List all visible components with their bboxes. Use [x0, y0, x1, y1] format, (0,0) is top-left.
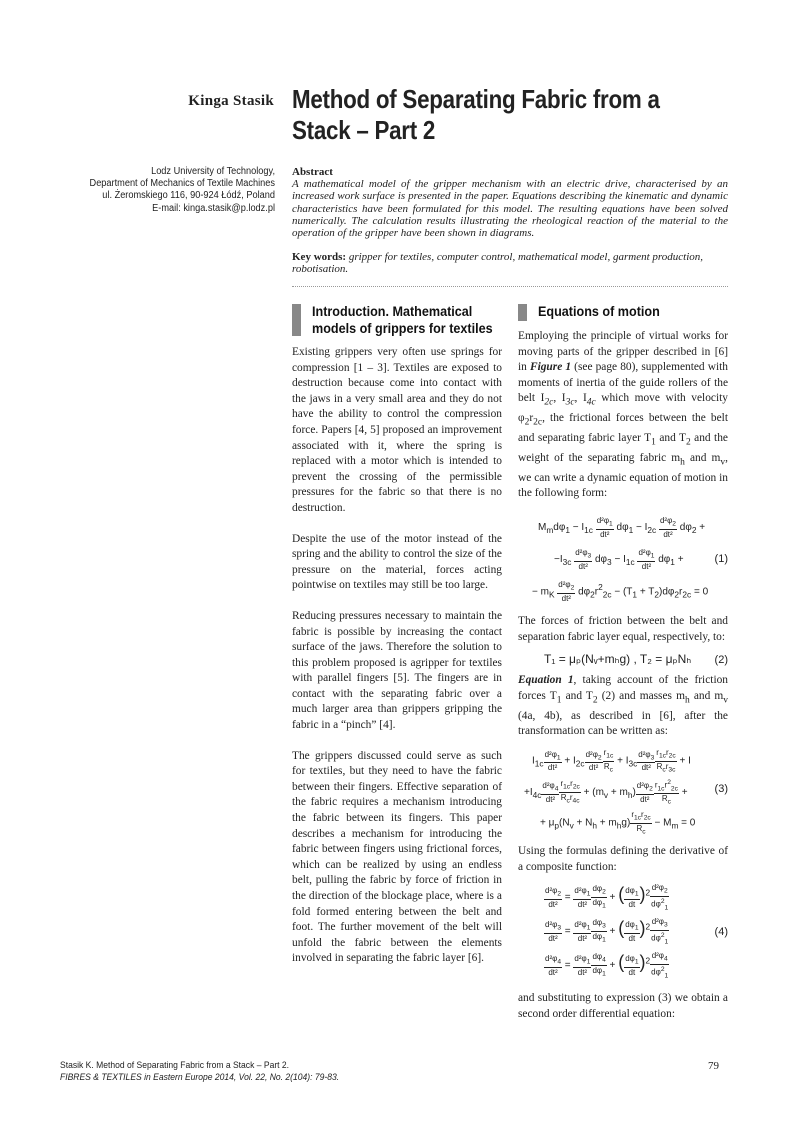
- paper-title: Method of Separating Fabric from a Stack – Part 2: [292, 84, 660, 145]
- equation-1: $M_md\varphi_1 - I_{1c}$ $\frac{d^2\varphi_1}{\text{dt²}}$ $d\varphi_1 - I_{2c}$ $\frac{d^2\varphi_2}{\text{dt²}}$ $d\varphi_2$ + $-I_{3c}$ $\frac{d^2\varphi_3}{\text{dt²}}$ $d\varphi_3 - I_{1c}$ $\frac{d^2\varphi_1}{\text{dt²}}$ $d\varphi_1$ + (1) − $m_K$ $\frac{d^2\varphi_2}{\text{dt²}}$ $d\varphi_2r^2_{2c} - (T_1 + T_2)d\varphi_2r_{2c} = 0$: [532, 516, 728, 604]
- equation-3: $I_{1c}$ $\frac{d^2\varphi_1}{\text{dt²}}$ + $I_{2c}$ $\frac{d^2\varphi_2}{\text{dt²}}$ $\frac{r_{1c}}{R_c}$ + $I_{3c}$ $\frac{d^2\varphi_3}{\text{dt²}}$ $\frac{r_{1c}r_{2c}}{R_cr_{3c}}$ + I $+I_{4c}$ $\frac{d^2\varphi_4}{\text{dt²}}$ $\frac{r_{1c}r_{2c}}{R_cr_{4c}}$ + $(m_v + m_h)$ $\frac{d^2\varphi_2}{\text{dt²}}$ $\frac{r_{1c}r^2_{2c}}{R_c}$ + (3) + $\mu_p(N_v + N_h + m_hg)$ $\frac{r_{1c}r_{2c}}{R_c}$ − $M_m = 0$: [524, 747, 728, 836]
- affiliation-line: Lodz University of Technology,: [151, 166, 275, 177]
- equation-text: T₁ = μₚ(Nᵥ+mₕg) , T₂ = μₚNₕ: [544, 652, 692, 667]
- equation-number: (4): [714, 926, 728, 939]
- paragraph: Existing grippers very often use springs for compression [1 – 3]. Textiles are exposed to destruction because come into contact with the jaws in a very small area and they do not have the ability to control the compression force. Papers [4, 5] proposed an improvement associated with it, where the spring is replaced with a motor which is intended to prevent the crossing of the permissible pressures for the fabric so that there is no destruction.: [292, 346, 502, 514]
- affiliation: [60, 166, 275, 215]
- equation-number: (3): [714, 782, 728, 795]
- author-name: Kinga Stasik: [188, 93, 274, 109]
- affiliation-line: ul. Żeromskiego 116, 90-924 Łódź, Poland: [102, 190, 275, 202]
- equation-4: $\frac{d^2\varphi_2}{\text{dt²}}$ = $\frac{d^2\varphi_1}{\text{dt²}}$ $\frac{d\varphi_2}{d\varphi_1}$ + ( $\frac{d\varphi_1}{dt}$ )$^2$ $\frac{d^2\varphi_2}{d\varphi^2_1}$ $\frac{d^2\varphi_3}{\text{dt²}}$ = $\frac{d^2\varphi_1}{\text{dt²}}$ $\frac{d\varphi_3}{d\varphi_1}$ + ( $\frac{d\varphi_1}{dt}$ )$^2$ $\frac{d^2\varphi_3}{d\varphi^2_1}$ (4) $\frac{d^2\varphi_4}{\text{dt²}}$ = $\frac{d^2\varphi_1}{\text{dt²}}$ $\frac{d\varphi_4}{d\varphi_1}$ + ( $\frac{d\varphi_1}{dt}$ )$^2$ $\frac{d^2\varphi_4}{d\varphi^2_1}$: [545, 883, 728, 979]
- equation-number: (1): [714, 553, 728, 566]
- affiliation-line: Department of Mechanics of Textile Machines: [89, 178, 275, 190]
- paragraph: The forces of friction between the belt and separation fabric layer equal, respectively, to:: [518, 615, 728, 643]
- paragraph: Reducing pressures necessary to maintain the fabric is possible by increasing the contact surface of the jaws. Therefore the solution to this problem proposed is agripper for textiles with parallel fingers [5]. The fingers are in contact with the separating fabric over a much larger area than grippers gripping the fabric in a “pinch” [4].: [292, 609, 502, 732]
- abstract: [292, 166, 728, 239]
- equation-2: [518, 649, 728, 673]
- equation-number: (2): [714, 654, 728, 667]
- column-left: [292, 345, 502, 982]
- section-marker: [292, 304, 301, 336]
- paragraph: Employing the principle of virtual works for moving parts of the gripper described in [6] in Figure 1 (see page 80), supplemented with moments of inertia of the guide rollers of the belt $I_{2c}$, $I_{3c}$, $I_{4c}$ which move with velocity $\varphi_2r_{2c}$, the frictional forces between the belt and separating fabric layer $T_1$ and $T_2$ and the weight of the separating fabric $m_h$ and $m_v$, we can write a dynamic equation of motion in the following form:: [518, 330, 728, 500]
- paragraph: Despite the use of the motor instead of the spring and the ability to control the size of the pressure on the material, forces acting pointwise on textiles may still be too large.: [292, 532, 502, 592]
- abstract-heading: Abstract: [292, 166, 333, 178]
- abstract-text: A mathematical model of the gripper mechanism with an electric drive, characterised by an increased work surface is presented in the paper. Equations describing the kinematic and dynamic characteristics have been formulated for this model. The resulting equations have been solved numerically. The calculation results illustrating the rheological reaction of the material to the operation of the gripper have been shown in diagrams.: [292, 178, 728, 240]
- keywords-text: gripper for textiles, computer control, mathematical model, garment production, robotisation.: [292, 251, 704, 276]
- citation-footer: [60, 1060, 339, 1084]
- journal-line: FIBRES & TEXTILES in Eastern Europe 2014, Vol. 22, No. 2(104): 79-83.: [60, 1072, 340, 1083]
- keywords: [292, 251, 728, 275]
- affiliation-email: E-mail: kinga.stasik@p.lodz.pl: [152, 202, 275, 214]
- section-heading: Equations of motion: [538, 303, 660, 319]
- keywords-label: Key words:: [292, 251, 347, 263]
- section-marker: [518, 304, 527, 321]
- paragraph: Equation 1, taking account of the friction forces $T_1$ and $T_2$ (2) and masses $m_h$ and $m_v$ (4a, 4b), as described in [6], after the transformation can be written as:: [518, 674, 729, 738]
- paragraph: and substituting to expression (3) we obtain a second order differential equation:: [518, 992, 728, 1020]
- column-right: [518, 329, 728, 1022]
- page-number: 79: [708, 1060, 719, 1072]
- section-heading: Introduction. Mathematical models of grippers for textiles: [312, 303, 493, 336]
- divider: [292, 286, 728, 287]
- citation-line: Stasik K. Method of Separating Fabric from a Stack – Part 2.: [60, 1060, 290, 1071]
- paragraph: Using the formulas defining the derivative of a composite function:: [518, 844, 728, 873]
- paragraph: The grippers discussed could serve as such for textiles, but they need to have the fabric between their fingers. Effective separation of the fabric requires a mechanism introducing the fabric between its fingers. This paper describes a mechanism for introducing the fabric between fingers using frictional forces, which can be realized by using an endless belt, pulling the fabric by force of friction in the direction of the blockage place, where is a fold formed entering between the belt and foot. The further movement of the belt will unfold the fabric between the elements involved in separating the fabric layer [6].: [292, 749, 502, 965]
